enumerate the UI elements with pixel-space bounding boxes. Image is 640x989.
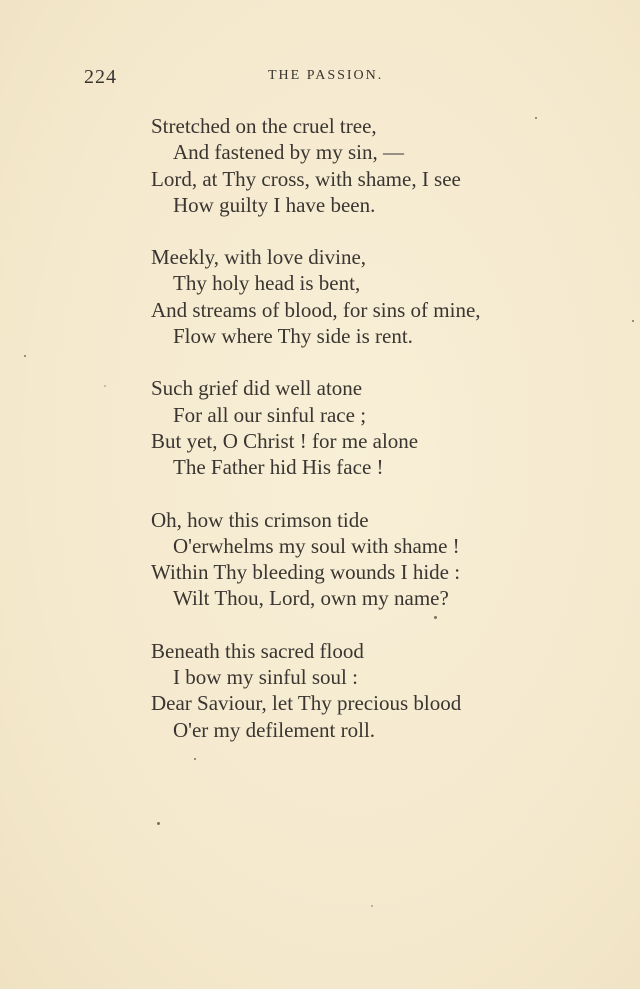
running-title: THE PASSION.: [268, 68, 384, 83]
poem-line: How guilty I have been.: [173, 192, 376, 217]
poem-line: But yet, O Christ ! for me alone: [151, 428, 419, 453]
poem-line: Within Thy bleeding wounds I hide :: [151, 560, 461, 585]
paper-speck: [157, 822, 160, 825]
poem-line: Flow where Thy side is rent.: [173, 324, 413, 349]
stanza: [151, 375, 551, 480]
paper-speck: [104, 385, 106, 387]
poem-line: O'erwhelms my soul with shame !: [173, 533, 460, 558]
poem-line: The Father hid His face !: [173, 455, 384, 480]
poem-line: Thy holy head is bent,: [173, 271, 361, 296]
poem: [151, 113, 551, 769]
poem-line: I bow my sinful soul :: [173, 665, 358, 690]
paper-speck: [371, 905, 373, 907]
stanza: [151, 113, 551, 218]
poem-line: And streams of blood, for sins of mine,: [151, 297, 481, 322]
stanza: [151, 244, 551, 349]
page-number: 224: [84, 66, 117, 88]
paper-speck: [24, 355, 26, 357]
poem-line: Lord, at Thy cross, with shame, I see: [151, 166, 461, 191]
poem-line: Wilt Thou, Lord, own my name?: [173, 586, 449, 611]
paper-speck: [194, 758, 196, 760]
poem-line: Meekly, with love divine,: [151, 245, 367, 270]
paper-speck: [535, 117, 537, 119]
paper-speck: [434, 616, 437, 619]
poem-line: Oh, how this crimson tide: [151, 507, 369, 532]
poem-line: For all our sinful race ;: [173, 402, 367, 427]
poem-line: Dear Saviour, let Thy precious blood: [151, 691, 462, 716]
poem-line: Beneath this sacred flood: [151, 638, 364, 663]
poem-line: Such grief did well atone: [151, 376, 363, 401]
poem-line: And fastened by my sin, —: [173, 140, 404, 165]
poem-line: Stretched on the cruel tree,: [151, 114, 377, 138]
poem-line: O'er my defilement roll.: [173, 717, 376, 742]
paper-speck: [632, 320, 634, 322]
stanza: [151, 507, 551, 612]
stanza: [151, 638, 551, 743]
